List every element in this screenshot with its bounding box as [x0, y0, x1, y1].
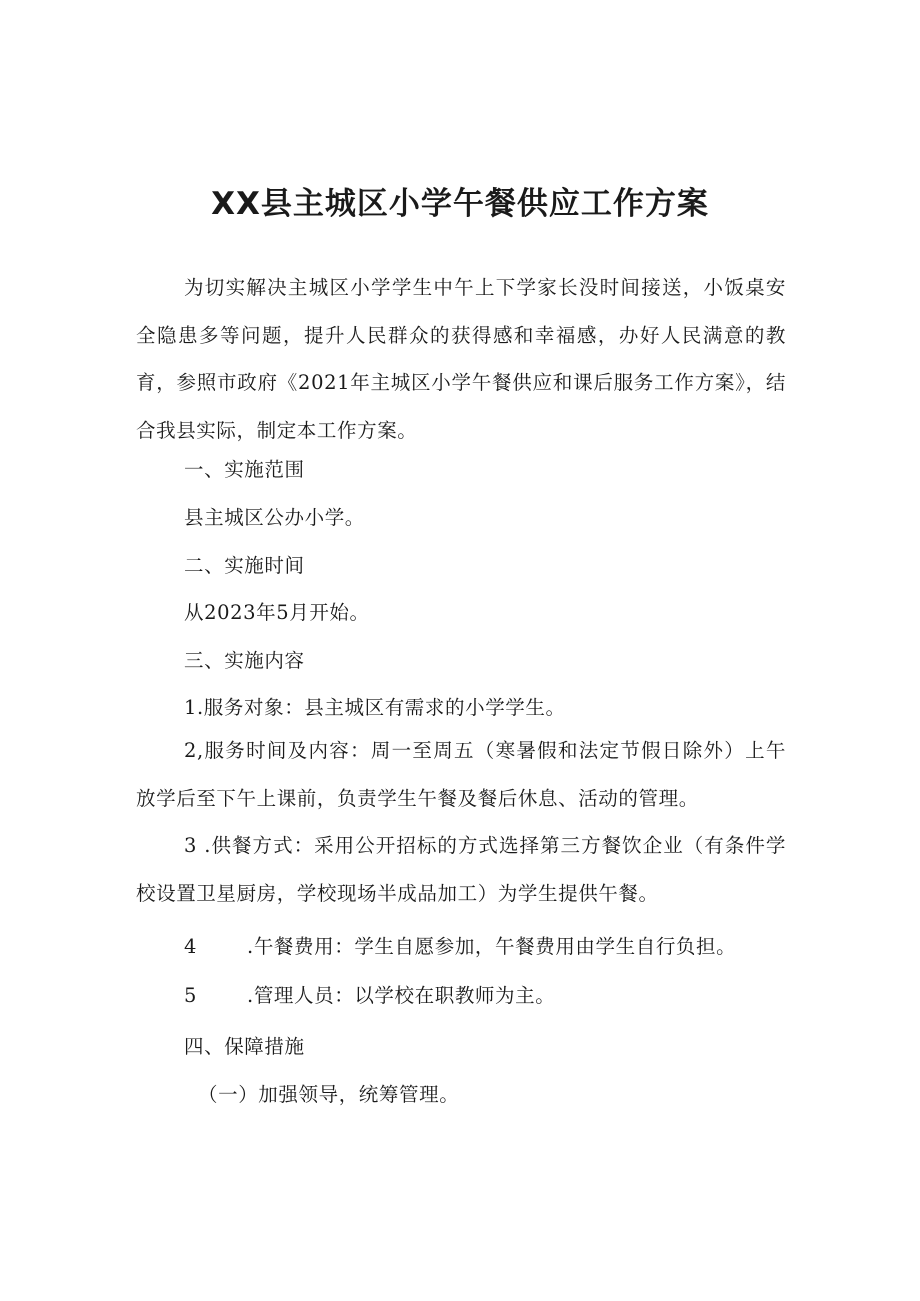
section-heading-content: 三、实施内容: [184, 649, 305, 672]
content-item-3: 3 .供餐方式：采用公开招标的方式选择第三方餐饮企业（有条件学校设置卫星厨房，学校现场半成品加工）为学生提供午餐。: [136, 834, 786, 905]
content-item-4-number: 4: [184, 935, 198, 958]
section-heading-time: 二、实施时间: [184, 554, 305, 577]
section-heading-measures: 四、保障措施: [184, 1035, 305, 1058]
subsection-1: （一）加强领导，统筹管理。: [198, 1083, 460, 1106]
content-item-1: 1.服务对象：县主城区有需求的小学学生。: [184, 696, 566, 719]
section-text-time: 从2023年5月开始。: [184, 601, 370, 624]
content-item-5: [136, 980, 796, 1008]
document-title: XX县主城区小学午餐供应工作方案: [211, 186, 709, 222]
section-heading-scope: 一、实施范围: [184, 458, 305, 481]
content-item-5-number: 5: [184, 984, 198, 1007]
content-item-2: 2,服务时间及内容：周一至周五（寒暑假和法定节假日除外）上午放学后至下午上课前，负责学生午餐及餐后休息、活动的管理。: [136, 739, 786, 810]
content-item-4: [136, 931, 796, 959]
intro-paragraph: 为切实解决主城区小学学生中午上下学家长没时间接送，小饭桌安全隐患多等问题，提升人民群众的获得感和幸福感，办好人民满意的教育，参照市政府《2021年主城区小学午餐供应和课后服务工作方案》，结合我县实际，制定本工作方案。: [136, 276, 786, 442]
content-item-4-text: .午餐费用：学生自愿参加，午餐费用由学生自行负担。: [247, 935, 737, 958]
content-item-5-text: .管理人员：以学校在职教师为主。: [247, 984, 556, 1007]
section-text-scope: 县主城区公办小学。: [184, 506, 365, 529]
